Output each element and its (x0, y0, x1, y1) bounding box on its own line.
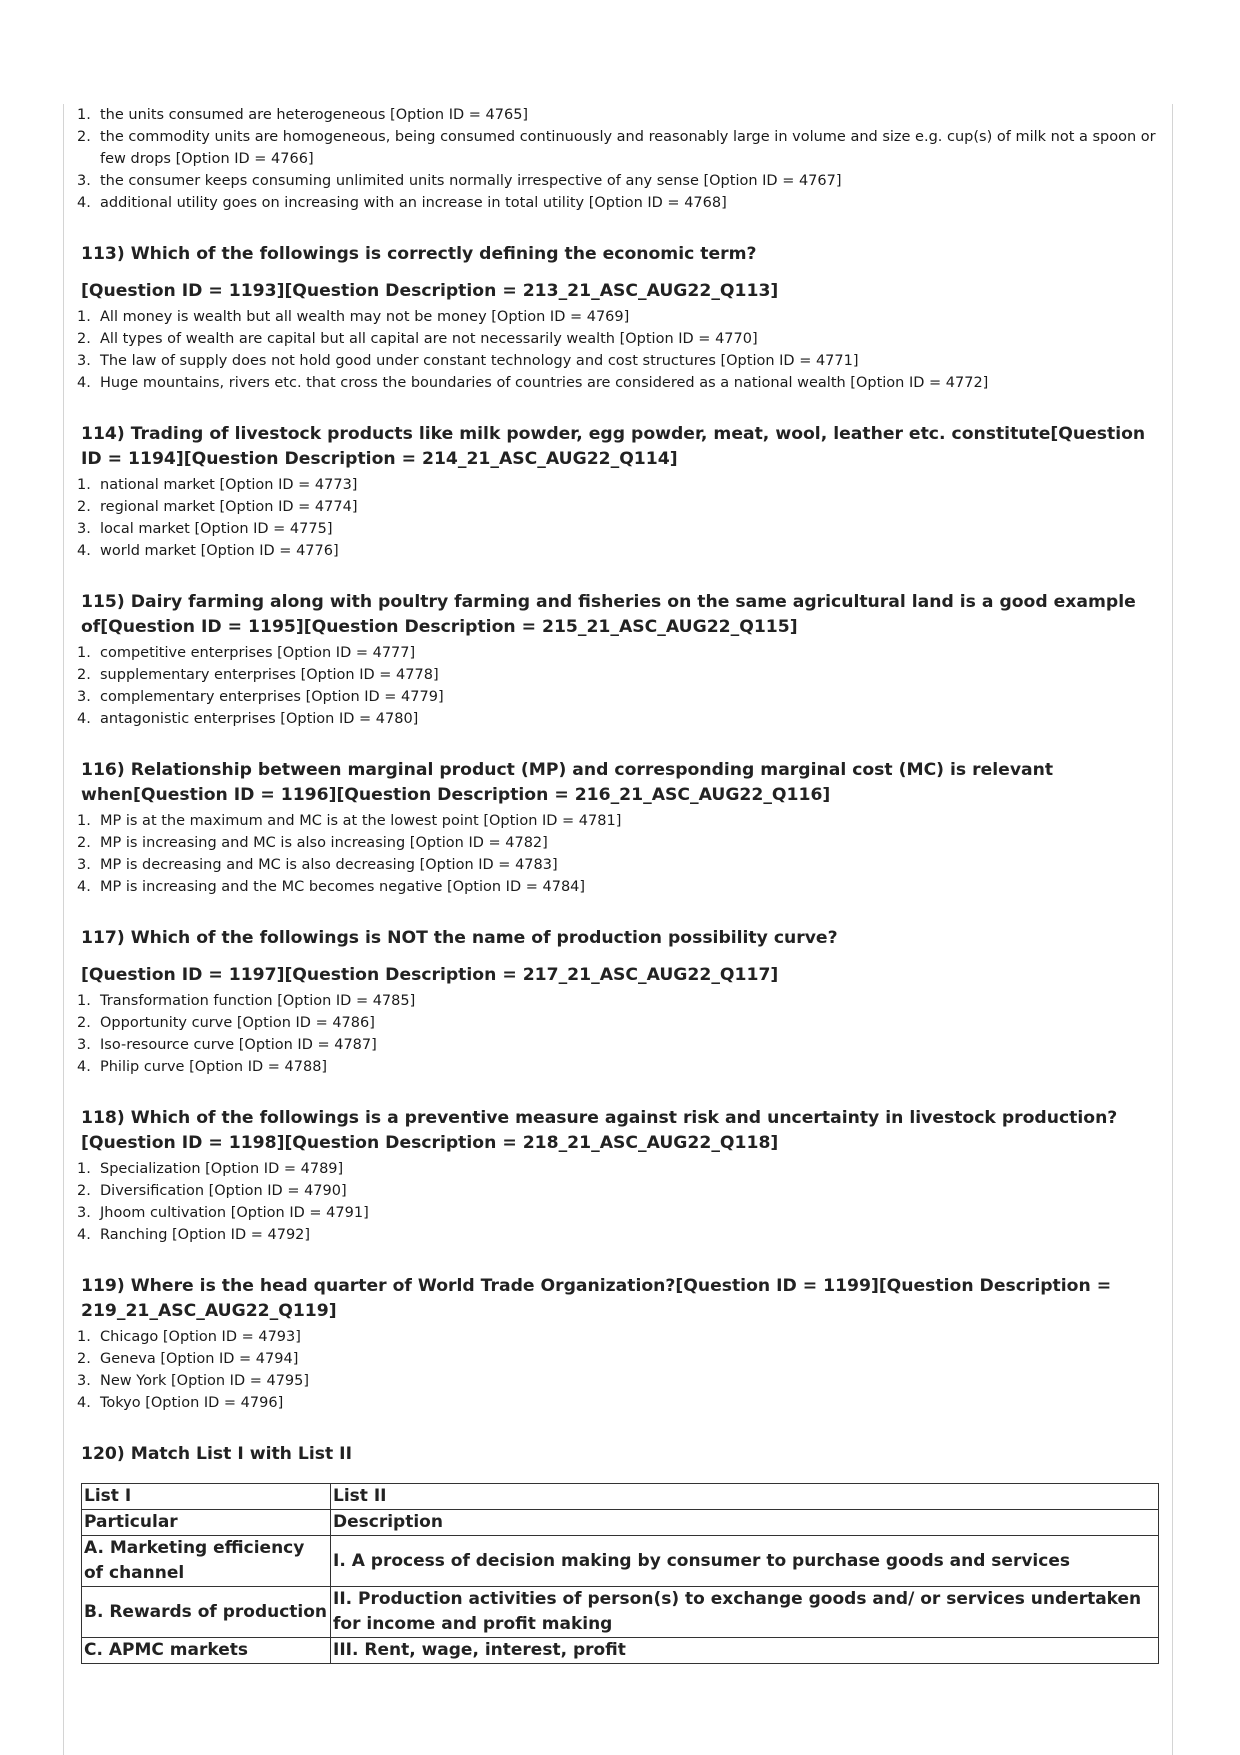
option-item (66, 642, 1168, 664)
option-text: Opportunity curve [Option ID = 4786] (100, 1015, 375, 1031)
question-options (66, 306, 1168, 394)
option-item (66, 1158, 1168, 1180)
option-text: Transformation function [Option ID = 4785] (100, 993, 416, 1009)
table-cell: List II (331, 1484, 1159, 1510)
question-id-line: [Question ID = 1193][Question Description = 213_21_ASC_AUG22_Q113] (81, 281, 779, 301)
table-cell: B. Rewards of production (82, 1587, 331, 1638)
option-number: 1. (77, 813, 91, 829)
option-text: MP is increasing and MC is also increasing [Option ID = 4782] (100, 835, 548, 851)
option-number: 1. (77, 477, 91, 493)
table-cell: List I (82, 1484, 331, 1510)
option-item (66, 474, 1168, 496)
option-text: Iso-resource curve [Option ID = 4787] (100, 1037, 377, 1053)
option-item (66, 708, 1168, 730)
question-heading: 118) Which of the followings is a preventive measure against risk and uncertainty in livestock production?[Question ID = 1198][Question Description = 218_21_ASC_AUG22_Q118] (81, 1108, 1118, 1153)
table-row (82, 1536, 1159, 1587)
option-text: supplementary enterprises [Option ID = 4778] (100, 667, 439, 683)
question-options (66, 1158, 1168, 1246)
option-text: MP is at the maximum and MC is at the lowest point [Option ID = 4781] (100, 813, 622, 829)
option-number: 3. (77, 1037, 91, 1053)
option-number: 4. (77, 1059, 91, 1075)
option-number: 3. (77, 353, 91, 369)
option-number: 3. (77, 1373, 91, 1389)
table-row (82, 1484, 1159, 1510)
option-number: 1. (77, 107, 91, 123)
question-id-line: [Question ID = 1197][Question Description = 217_21_ASC_AUG22_Q117] (81, 965, 779, 985)
option-item (66, 1370, 1168, 1392)
table-cell: C. APMC markets (82, 1638, 331, 1664)
option-item (66, 854, 1168, 876)
option-item (66, 664, 1168, 686)
option-text: complementary enterprises [Option ID = 4779] (100, 689, 444, 705)
option-number: 1. (77, 993, 91, 1009)
option-text: Jhoom cultivation [Option ID = 4791] (100, 1205, 369, 1221)
option-number: 3. (77, 173, 91, 189)
match-table (81, 1483, 1159, 1664)
option-item (66, 518, 1168, 540)
option-number: 1. (77, 1329, 91, 1345)
option-item (66, 990, 1168, 1012)
question-heading: 116) Relationship between marginal product (MP) and corresponding marginal cost (MC) is relevant when[Question ID = 1196][Question Description = 216_21_ASC_AUG22_Q116] (81, 760, 1054, 805)
option-item (66, 372, 1168, 394)
table-row (82, 1510, 1159, 1536)
question-heading: 120) Match List I with List II (81, 1444, 352, 1464)
option-item (66, 1224, 1168, 1246)
option-item (66, 306, 1168, 328)
option-text: New York [Option ID = 4795] (100, 1373, 310, 1389)
table-cell: II. Production activities of person(s) to exchange goods and/ or services undertaken for income and profit making (331, 1587, 1159, 1638)
option-item (66, 126, 1168, 170)
option-number: 2. (77, 129, 91, 145)
option-number: 4. (77, 543, 91, 559)
option-text: Tokyo [Option ID = 4796] (100, 1395, 284, 1411)
option-text: Philip curve [Option ID = 4788] (100, 1059, 328, 1075)
question-options (66, 642, 1168, 730)
option-text: Chicago [Option ID = 4793] (100, 1329, 301, 1345)
option-text: national market [Option ID = 4773] (100, 477, 358, 493)
option-item (66, 1012, 1168, 1034)
question-heading: 119) Where is the head quarter of World Trade Organization?[Question ID = 1199][Question Description = 219_21_ASC_AUG22_Q119] (81, 1276, 1112, 1321)
question-120 (66, 1442, 1168, 1664)
option-text: regional market [Option ID = 4774] (100, 499, 358, 515)
question-options (66, 990, 1168, 1078)
question-heading: 114) Trading of livestock products like milk powder, egg powder, meat, wool, leather etc. constitute[Question ID = 1194][Question Description = 214_21_ASC_AUG22_Q114] (81, 424, 1146, 469)
option-text: All money is wealth but all wealth may not be money [Option ID = 4769] (100, 309, 630, 325)
table-row (82, 1638, 1159, 1664)
option-text: Ranching [Option ID = 4792] (100, 1227, 311, 1243)
question-118 (66, 1106, 1168, 1246)
option-number: 2. (77, 1015, 91, 1031)
option-number: 1. (77, 309, 91, 325)
question-114 (66, 422, 1168, 562)
q112-options (66, 104, 1168, 214)
option-number: 1. (77, 1161, 91, 1177)
option-item (66, 810, 1168, 832)
option-number: 3. (77, 689, 91, 705)
question-heading: 113) Which of the followings is correctly defining the economic term? (81, 244, 757, 264)
option-text: competitive enterprises [Option ID = 4777] (100, 645, 416, 661)
question-117 (66, 926, 1168, 1078)
option-number: 2. (77, 1183, 91, 1199)
option-item (66, 104, 1168, 126)
option-text: world market [Option ID = 4776] (100, 543, 339, 559)
option-text: Huge mountains, rivers etc. that cross the boundaries of countries are considered as a national wealth [Option ID = 4772] (100, 375, 989, 391)
option-number: 3. (77, 521, 91, 537)
question-113 (66, 242, 1168, 394)
option-number: 1. (77, 645, 91, 661)
option-text: MP is increasing and the MC becomes negative [Option ID = 4784] (100, 879, 586, 895)
option-number: 2. (77, 667, 91, 683)
option-number: 2. (77, 835, 91, 851)
option-text: MP is decreasing and MC is also decreasing [Option ID = 4783] (100, 857, 558, 873)
option-item (66, 1326, 1168, 1348)
table-cell: A. Marketing efficiency of channel (82, 1536, 331, 1587)
option-item (66, 686, 1168, 708)
option-item (66, 350, 1168, 372)
option-item (66, 1056, 1168, 1078)
option-text: local market [Option ID = 4775] (100, 521, 333, 537)
option-number: 2. (77, 331, 91, 347)
option-item (66, 192, 1168, 214)
option-number: 4. (77, 1395, 91, 1411)
option-number: 4. (77, 879, 91, 895)
table-cell: Description (331, 1510, 1159, 1536)
option-item (66, 540, 1168, 562)
option-number: 4. (77, 375, 91, 391)
question-options (66, 810, 1168, 898)
option-number: 4. (77, 711, 91, 727)
table-cell: I. A process of decision making by consumer to purchase goods and services (331, 1536, 1159, 1587)
table-cell: III. Rent, wage, interest, profit (331, 1638, 1159, 1664)
document-content (66, 104, 1168, 1664)
option-number: 2. (77, 499, 91, 515)
option-number: 4. (77, 1227, 91, 1243)
option-text: The law of supply does not hold good under constant technology and cost structures [Option ID = 4771] (100, 353, 859, 369)
option-text: Geneva [Option ID = 4794] (100, 1351, 299, 1367)
option-item (66, 832, 1168, 854)
option-text: All types of wealth are capital but all capital are not necessarily wealth [Option ID = 4770] (100, 331, 758, 347)
question-heading: 115) Dairy farming along with poultry farming and fisheries on the same agricultural land is a good example of[Question ID = 1195][Question Description = 215_21_ASC_AUG22_Q115] (81, 592, 1136, 637)
option-item (66, 496, 1168, 518)
question-options (66, 1326, 1168, 1414)
question-115 (66, 590, 1168, 730)
option-text: the units consumed are heterogeneous [Option ID = 4765] (100, 107, 529, 123)
option-text: Specialization [Option ID = 4789] (100, 1161, 344, 1177)
option-item (66, 1392, 1168, 1414)
option-item (66, 1180, 1168, 1202)
option-number: 2. (77, 1351, 91, 1367)
option-item (66, 1202, 1168, 1224)
question-116 (66, 758, 1168, 898)
option-text: antagonistic enterprises [Option ID = 4780] (100, 711, 419, 727)
option-text: the commodity units are homogeneous, being consumed continuously and reasonably large in volume and size e.g. cup(s) of milk not a spoon or few drops [Option ID = 4766] (100, 129, 1156, 167)
option-item (66, 1034, 1168, 1056)
option-text: the consumer keeps consuming unlimited units normally irrespective of any sense [Option ID = 4767] (100, 173, 842, 189)
option-item (66, 328, 1168, 350)
option-item (66, 170, 1168, 192)
table-row (82, 1587, 1159, 1638)
question-options (66, 474, 1168, 562)
table-cell: Particular (82, 1510, 331, 1536)
option-number: 3. (77, 1205, 91, 1221)
option-item (66, 876, 1168, 898)
option-text: Diversification [Option ID = 4790] (100, 1183, 347, 1199)
option-number: 3. (77, 857, 91, 873)
option-text: additional utility goes on increasing with an increase in total utility [Option ID = 4768] (100, 195, 727, 211)
question-119 (66, 1274, 1168, 1414)
question-heading: 117) Which of the followings is NOT the name of production possibility curve? (81, 928, 838, 948)
option-number: 4. (77, 195, 91, 211)
option-item (66, 1348, 1168, 1370)
